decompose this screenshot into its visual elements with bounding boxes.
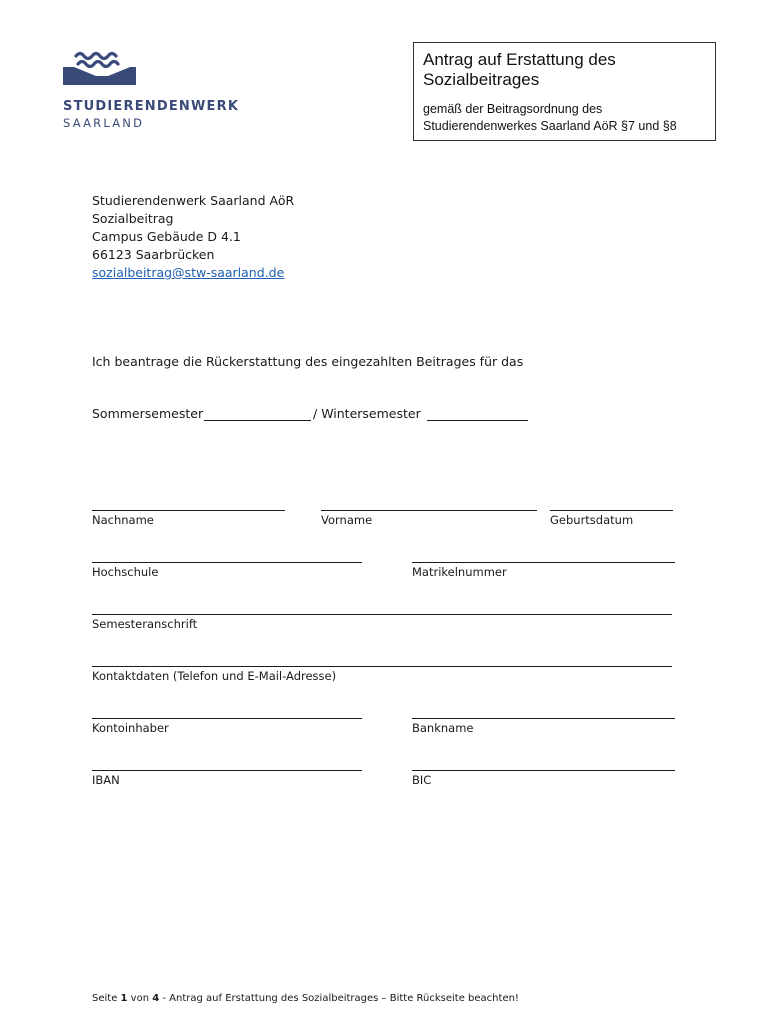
bankname-field[interactable] xyxy=(412,718,675,719)
form-subtitle xyxy=(423,101,706,135)
recipient-address xyxy=(92,192,294,282)
nachname-field[interactable] xyxy=(92,510,285,511)
geburtsdatum-field[interactable] xyxy=(550,510,673,511)
semester-separator xyxy=(313,406,421,421)
logo-region: SAARLAND xyxy=(63,116,145,130)
address-line3: Campus Gebäude D 4.1 xyxy=(92,229,241,244)
semester-line xyxy=(92,406,203,421)
email-link[interactable]: sozialbeitrag@stw-saarland.de xyxy=(92,265,285,280)
vorname-field[interactable] xyxy=(321,510,537,511)
page-total: 4 xyxy=(152,993,160,1004)
bankname-label: Bankname xyxy=(412,721,474,735)
semesteranschrift-label: Semesteranschrift xyxy=(92,617,198,631)
footer-middle: von xyxy=(127,993,153,1004)
logo-name: STUDIERENDENWERK xyxy=(63,99,240,114)
footer-suffix: - Antrag auf Erstattung des Sozialbeitrages – Bitte Rückseite beachten! xyxy=(159,993,519,1004)
request-text: Ich beantrage die Rückerstattung des eingezahlten Beitrages für das xyxy=(92,354,524,369)
bic-label: BIC xyxy=(412,773,432,787)
semesteranschrift-field[interactable] xyxy=(92,614,672,615)
summer-semester-field[interactable] xyxy=(204,420,311,421)
address-line4: 66123 Saarbrücken xyxy=(92,247,215,262)
matrikelnummer-field[interactable] xyxy=(412,562,675,563)
iban-label: IBAN xyxy=(92,773,120,787)
hochschule-label: Hochschule xyxy=(92,565,159,579)
geburtsdatum-label: Geburtsdatum xyxy=(550,513,634,527)
winter-semester-field[interactable] xyxy=(427,420,528,421)
kontaktdaten-field[interactable] xyxy=(92,666,672,667)
form-title-line1: Antrag auf Erstattung des xyxy=(423,50,616,69)
form-title xyxy=(423,50,706,90)
summer-semester-label: Sommersemester xyxy=(92,406,204,421)
page-number: 1 xyxy=(120,993,128,1004)
hochschule-field[interactable] xyxy=(92,562,362,563)
address-line1: Studierendenwerk Saarland AöR xyxy=(92,193,295,208)
address-line2: Sozialbeitrag xyxy=(92,211,174,226)
matrikelnummer-label: Matrikelnummer xyxy=(412,565,507,579)
form-subtitle-line2: Studierendenwerkes Saarland AöR §7 und §8 xyxy=(423,119,677,133)
nachname-label: Nachname xyxy=(92,513,154,527)
vorname-label: Vorname xyxy=(321,513,373,527)
form-subtitle-line1: gemäß der Beitragsordnung des xyxy=(423,102,603,116)
kontoinhaber-label: Kontoinhaber xyxy=(92,721,169,735)
form-title-line2: Sozialbeitrages xyxy=(423,70,540,89)
footer-prefix: Seite xyxy=(92,993,121,1004)
kontaktdaten-label: Kontaktdaten (Telefon und E-Mail-Adresse) xyxy=(92,669,337,683)
winter-semester-label: Wintersemester xyxy=(321,406,421,421)
bic-field[interactable] xyxy=(412,770,675,771)
page-footer xyxy=(92,993,519,1004)
separator-text: / xyxy=(313,406,322,421)
kontoinhaber-field[interactable] xyxy=(92,718,362,719)
title-box xyxy=(413,42,716,141)
iban-field[interactable] xyxy=(92,770,362,771)
